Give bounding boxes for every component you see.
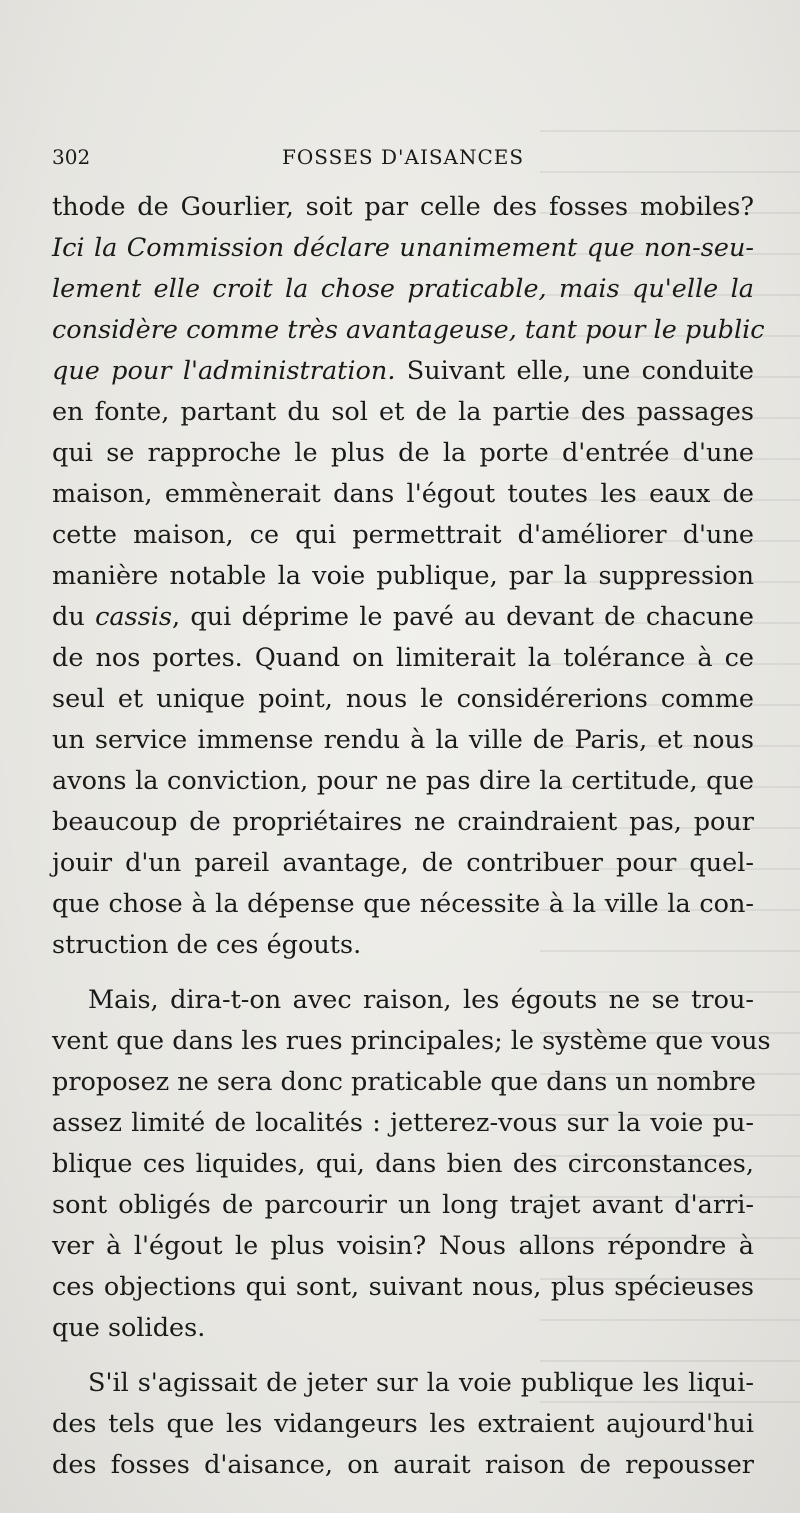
text-line: blique ces liquides, qui, dans bien des circonstances, (52, 1149, 754, 1179)
text-line: des fosses d'aisance, on aurait raison de repousser (52, 1450, 754, 1480)
text-line (52, 597, 754, 638)
text-fragment: que pour l'administration. (52, 356, 396, 386)
text-line: cette maison, ce qui permettrait d'améliorer d'une (52, 520, 754, 550)
text-line: vent que dans les rues principales; le système que vous (52, 1026, 771, 1056)
body-text (52, 187, 771, 1486)
page-header (52, 145, 752, 175)
page-number: 302 (52, 145, 91, 169)
text-line: ver à l'égout le plus voisin? Nous allons répondre à (52, 1231, 754, 1261)
text-line: que solides. (52, 1313, 206, 1343)
paragraph-gap (52, 1349, 754, 1363)
running-title: FOSSES D'AISANCES (282, 145, 525, 169)
text-line: S'il s'agissait de jeter sur la voie publique les liqui- (88, 1368, 754, 1398)
text-line: des tels que les vidangeurs les extraient aujourd'hui (52, 1409, 754, 1439)
text-line: qui se rapproche le plus de la porte d'entrée d'une (52, 438, 754, 468)
text-fragment: Suivant elle, une conduite (395, 356, 754, 386)
text-fragment: , qui déprime le pavé au devant de chacune (171, 602, 754, 632)
text-line: de nos portes. Quand on limiterait la tolérance à ce (52, 643, 754, 673)
paragraph-gap (52, 966, 754, 980)
text-line: considère comme très avantageuse, tant pour le public (52, 315, 765, 345)
text-fragment: cassis (95, 602, 172, 632)
text-fragment: du (52, 602, 96, 632)
text-line: Mais, dira-t-on avec raison, les égouts ne se trou- (88, 985, 754, 1015)
text-line: assez limité de localités : jetterez-vous sur la voie pu- (52, 1108, 754, 1138)
text-line: que chose à la dépense que nécessite à la ville la con- (52, 889, 754, 919)
text-line: lement elle croit la chose praticable, mais qu'elle la (52, 274, 754, 304)
text-line: manière notable la voie publique, par la suppression (52, 561, 754, 591)
text-line (52, 351, 754, 392)
text-line: jouir d'un pareil avantage, de contribuer pour quel- (52, 848, 754, 878)
text-line: un service immense rendu à la ville de Paris, et nous (52, 725, 754, 755)
text-line: avons la conviction, pour ne pas dire la certitude, que (52, 766, 754, 796)
text-line: Ici la Commission déclare unanimement que non-seu- (52, 233, 754, 263)
text-line: en fonte, partant du sol et de la partie des passages (52, 397, 754, 427)
text-line: beaucoup de propriétaires ne craindraient pas, pour (52, 807, 754, 837)
text-line: maison, emmènerait dans l'égout toutes les eaux de (52, 479, 754, 509)
text-line: proposez ne sera donc praticable que dans un nombre (52, 1067, 756, 1097)
text-line: struction de ces égouts. (52, 930, 362, 960)
text-line: sont obligés de parcourir un long trajet avant d'arri- (52, 1190, 754, 1220)
text-line: ces objections qui sont, suivant nous, plus spécieuses (52, 1272, 754, 1302)
text-line: seul et unique point, nous le considérerions comme (52, 684, 754, 714)
text-line: thode de Gourlier, soit par celle des fosses mobiles? (52, 192, 754, 222)
